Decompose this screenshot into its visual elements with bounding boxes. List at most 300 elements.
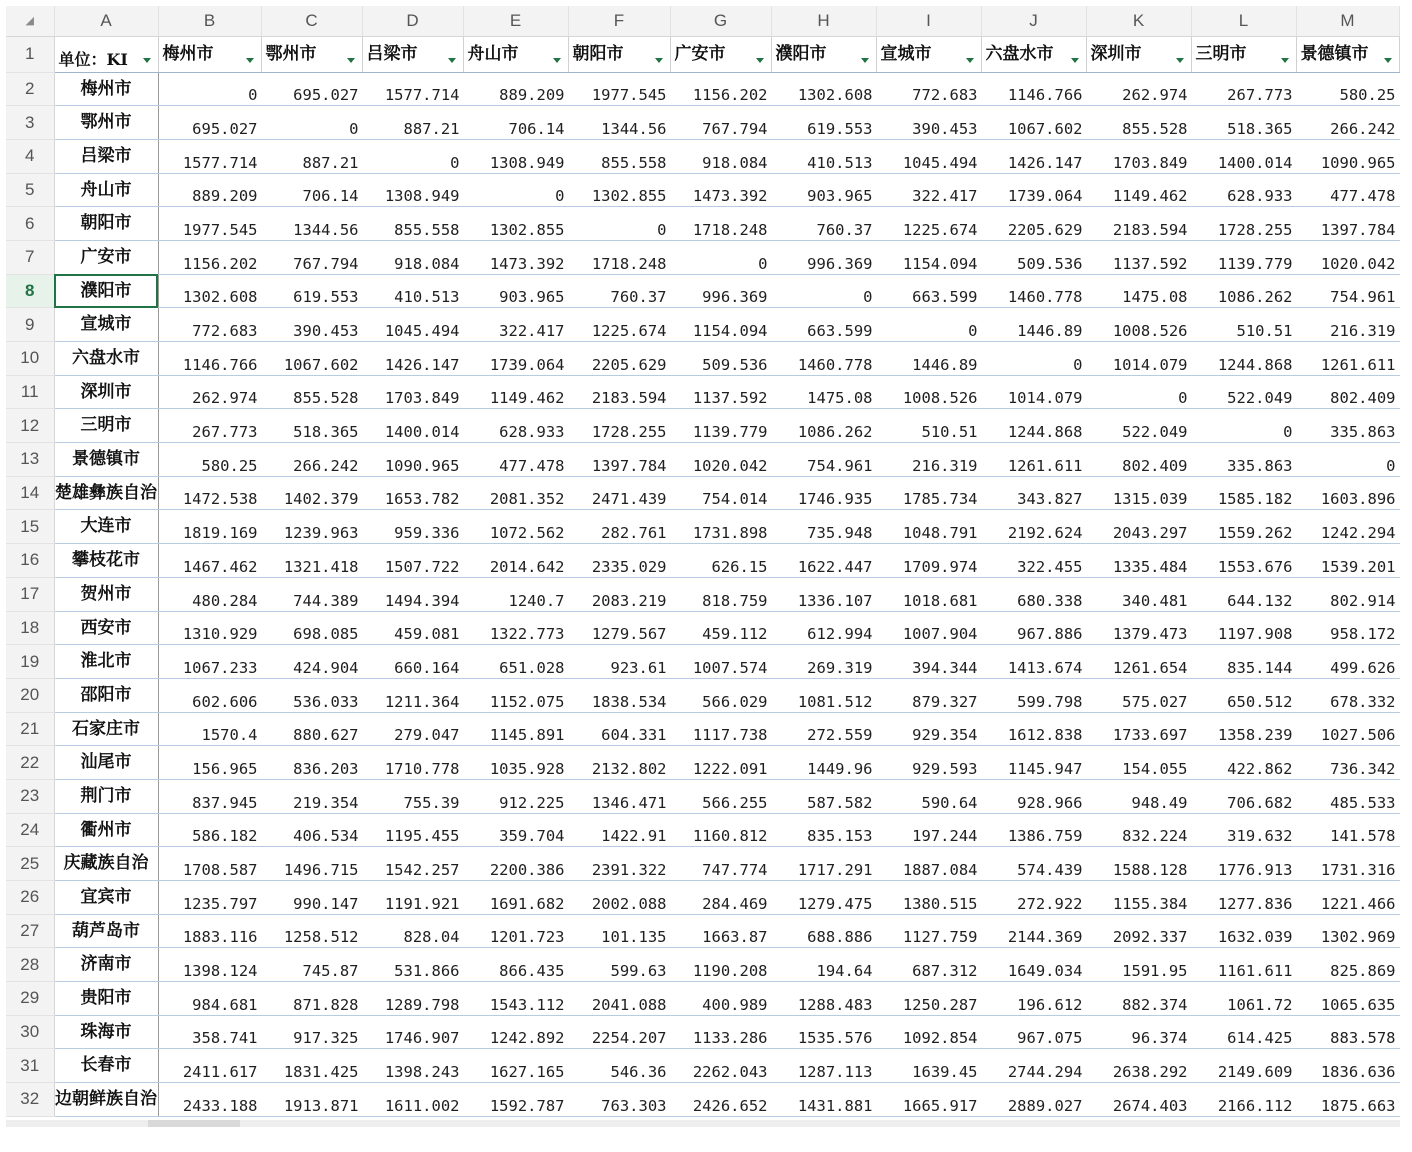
row-city-label-cell[interactable]: 景德镇市 [54, 443, 158, 477]
distance-cell[interactable]: 687.312 [876, 948, 981, 982]
distance-cell[interactable]: 903.965 [771, 173, 876, 207]
distance-cell[interactable]: 1733.697 [1086, 712, 1191, 746]
distance-cell[interactable]: 967.886 [981, 611, 1086, 645]
distance-cell[interactable]: 266.242 [1296, 106, 1399, 140]
city-header-cell[interactable] [261, 36, 362, 72]
distance-cell[interactable]: 2192.624 [981, 510, 1086, 544]
row-city-label-cell[interactable]: 庆藏族自治 [54, 847, 158, 881]
distance-cell[interactable]: 599.63 [568, 948, 670, 982]
distance-cell[interactable]: 580.25 [158, 443, 261, 477]
distance-cell[interactable]: 855.558 [362, 207, 463, 241]
distance-cell[interactable]: 509.536 [981, 240, 1086, 274]
row-city-label-cell[interactable]: 西安市 [54, 611, 158, 645]
distance-cell[interactable]: 1154.094 [670, 308, 771, 342]
distance-cell[interactable]: 1426.147 [981, 139, 1086, 173]
column-header-a[interactable]: A [54, 6, 158, 36]
city-header-cell[interactable] [876, 36, 981, 72]
row-city-label-cell[interactable]: 朝阳市 [54, 207, 158, 241]
distance-cell[interactable]: 1460.778 [771, 342, 876, 376]
row-header[interactable]: 26 [6, 881, 54, 915]
distance-cell[interactable]: 272.559 [771, 712, 876, 746]
distance-cell[interactable]: 340.481 [1086, 577, 1191, 611]
distance-cell[interactable]: 2205.629 [568, 342, 670, 376]
distance-cell[interactable]: 322.455 [981, 544, 1086, 578]
distance-cell[interactable]: 0 [981, 342, 1086, 376]
distance-cell[interactable]: 990.147 [261, 881, 362, 915]
distance-cell[interactable]: 1603.896 [1296, 476, 1399, 510]
distance-cell[interactable]: 755.39 [362, 779, 463, 813]
filter-dropdown-button[interactable] [857, 53, 873, 69]
distance-cell[interactable]: 2041.088 [568, 982, 670, 1016]
row-header[interactable]: 7 [6, 240, 54, 274]
distance-cell[interactable]: 518.365 [261, 409, 362, 443]
distance-cell[interactable]: 1067.233 [158, 645, 261, 679]
distance-cell[interactable]: 1400.014 [362, 409, 463, 443]
distance-cell[interactable]: 1222.091 [670, 746, 771, 780]
distance-cell[interactable]: 802.409 [1086, 443, 1191, 477]
distance-cell[interactable]: 879.327 [876, 678, 981, 712]
distance-cell[interactable]: 735.948 [771, 510, 876, 544]
distance-cell[interactable]: 612.994 [771, 611, 876, 645]
distance-cell[interactable]: 1708.587 [158, 847, 261, 881]
distance-cell[interactable]: 0 [771, 274, 876, 308]
row-header[interactable]: 23 [6, 779, 54, 813]
distance-cell[interactable]: 825.869 [1296, 948, 1399, 982]
distance-cell[interactable]: 1242.892 [463, 1015, 568, 1049]
distance-cell[interactable]: 1592.787 [463, 1083, 568, 1117]
row-city-label-cell[interactable]: 攀枝花市 [54, 544, 158, 578]
distance-cell[interactable]: 546.36 [568, 1049, 670, 1083]
distance-cell[interactable]: 1146.766 [981, 72, 1086, 106]
distance-cell[interactable]: 1133.286 [670, 1015, 771, 1049]
distance-cell[interactable]: 1086.262 [771, 409, 876, 443]
distance-cell[interactable]: 510.51 [876, 409, 981, 443]
distance-cell[interactable]: 459.081 [362, 611, 463, 645]
distance-cell[interactable]: 262.974 [1086, 72, 1191, 106]
distance-cell[interactable]: 1703.849 [362, 375, 463, 409]
distance-cell[interactable]: 1746.907 [362, 1015, 463, 1049]
distance-cell[interactable]: 1195.455 [362, 813, 463, 847]
distance-cell[interactable]: 1402.379 [261, 476, 362, 510]
distance-cell[interactable]: 626.15 [670, 544, 771, 578]
distance-cell[interactable]: 1161.611 [1191, 948, 1296, 982]
distance-cell[interactable]: 1240.7 [463, 577, 568, 611]
distance-cell[interactable]: 1261.654 [1086, 645, 1191, 679]
distance-cell[interactable]: 282.761 [568, 510, 670, 544]
distance-cell[interactable]: 1221.466 [1296, 881, 1399, 915]
distance-cell[interactable]: 1149.462 [1086, 173, 1191, 207]
distance-cell[interactable]: 390.453 [876, 106, 981, 140]
distance-cell[interactable]: 1139.779 [1191, 240, 1296, 274]
distance-cell[interactable]: 2092.337 [1086, 914, 1191, 948]
row-header[interactable]: 11 [6, 375, 54, 409]
distance-cell[interactable]: 1665.917 [876, 1083, 981, 1117]
distance-cell[interactable]: 0 [568, 207, 670, 241]
distance-cell[interactable]: 1875.663 [1296, 1083, 1399, 1117]
row-header[interactable]: 29 [6, 982, 54, 1016]
filter-dropdown-button[interactable] [962, 53, 978, 69]
distance-cell[interactable]: 2638.292 [1086, 1049, 1191, 1083]
row-city-label-cell[interactable]: 贵阳市 [54, 982, 158, 1016]
distance-cell[interactable]: 866.435 [463, 948, 568, 982]
city-header-cell[interactable] [362, 36, 463, 72]
distance-cell[interactable]: 912.225 [463, 779, 568, 813]
distance-cell[interactable]: 1191.921 [362, 881, 463, 915]
distance-cell[interactable]: 619.553 [261, 274, 362, 308]
distance-cell[interactable]: 1358.239 [1191, 712, 1296, 746]
distance-cell[interactable]: 1302.608 [771, 72, 876, 106]
distance-cell[interactable]: 480.284 [158, 577, 261, 611]
distance-cell[interactable]: 1061.72 [1191, 982, 1296, 1016]
distance-cell[interactable]: 1225.674 [568, 308, 670, 342]
row-city-label-cell[interactable]: 三明市 [54, 409, 158, 443]
distance-cell[interactable]: 889.209 [158, 173, 261, 207]
distance-cell[interactable]: 1346.471 [568, 779, 670, 813]
distance-cell[interactable]: 760.37 [568, 274, 670, 308]
distance-cell[interactable]: 216.319 [1296, 308, 1399, 342]
column-header-m[interactable]: M [1296, 6, 1399, 36]
row-header[interactable]: 18 [6, 611, 54, 645]
row-city-label-cell[interactable]: 深圳市 [54, 375, 158, 409]
distance-cell[interactable]: 1709.974 [876, 544, 981, 578]
distance-cell[interactable]: 2183.594 [568, 375, 670, 409]
distance-cell[interactable]: 1739.064 [981, 173, 1086, 207]
distance-cell[interactable]: 2014.642 [463, 544, 568, 578]
distance-cell[interactable]: 663.599 [876, 274, 981, 308]
distance-cell[interactable]: 1190.208 [670, 948, 771, 982]
distance-cell[interactable]: 2144.369 [981, 914, 1086, 948]
distance-cell[interactable]: 599.798 [981, 678, 1086, 712]
distance-cell[interactable]: 2002.088 [568, 881, 670, 915]
distance-cell[interactable]: 1156.202 [670, 72, 771, 106]
distance-cell[interactable]: 1289.798 [362, 982, 463, 1016]
row-header[interactable]: 31 [6, 1049, 54, 1083]
distance-cell[interactable]: 194.64 [771, 948, 876, 982]
distance-cell[interactable]: 882.374 [1086, 982, 1191, 1016]
row-city-label-cell[interactable]: 石家庄市 [54, 712, 158, 746]
distance-cell[interactable]: 1008.526 [1086, 308, 1191, 342]
distance-cell[interactable]: 394.344 [876, 645, 981, 679]
distance-cell[interactable]: 566.029 [670, 678, 771, 712]
distance-cell[interactable]: 1014.079 [981, 375, 1086, 409]
distance-cell[interactable]: 1145.891 [463, 712, 568, 746]
distance-cell[interactable]: 1475.08 [771, 375, 876, 409]
distance-cell[interactable]: 410.513 [771, 139, 876, 173]
distance-cell[interactable]: 1090.965 [1296, 139, 1399, 173]
distance-cell[interactable]: 1710.778 [362, 746, 463, 780]
distance-cell[interactable]: 1322.773 [463, 611, 568, 645]
distance-cell[interactable]: 802.409 [1296, 375, 1399, 409]
distance-cell[interactable]: 335.863 [1296, 409, 1399, 443]
distance-cell[interactable]: 1718.248 [670, 207, 771, 241]
distance-cell[interactable]: 835.144 [1191, 645, 1296, 679]
row-header[interactable]: 2 [6, 72, 54, 106]
distance-cell[interactable]: 1776.913 [1191, 847, 1296, 881]
distance-cell[interactable]: 1577.714 [158, 139, 261, 173]
distance-cell[interactable]: 1887.084 [876, 847, 981, 881]
distance-cell[interactable]: 1344.56 [568, 106, 670, 140]
row-city-label-cell[interactable]: 宜宾市 [54, 881, 158, 915]
distance-cell[interactable]: 1977.545 [158, 207, 261, 241]
row-city-label-cell[interactable]: 邵阳市 [54, 678, 158, 712]
distance-cell[interactable]: 1008.526 [876, 375, 981, 409]
distance-cell[interactable]: 1117.738 [670, 712, 771, 746]
distance-cell[interactable]: 590.64 [876, 779, 981, 813]
distance-cell[interactable]: 871.828 [261, 982, 362, 1016]
distance-cell[interactable]: 197.244 [876, 813, 981, 847]
distance-cell[interactable]: 1611.002 [362, 1083, 463, 1117]
row-city-label-cell[interactable]: 梅州市 [54, 72, 158, 106]
distance-cell[interactable]: 984.681 [158, 982, 261, 1016]
distance-cell[interactable]: 754.961 [1296, 274, 1399, 308]
row-header[interactable]: 24 [6, 813, 54, 847]
distance-cell[interactable]: 322.417 [463, 308, 568, 342]
row-city-label-cell[interactable]: 衢州市 [54, 813, 158, 847]
row-header[interactable]: 5 [6, 173, 54, 207]
distance-cell[interactable]: 1831.425 [261, 1049, 362, 1083]
distance-cell[interactable]: 1048.791 [876, 510, 981, 544]
distance-cell[interactable]: 1065.635 [1296, 982, 1399, 1016]
filter-dropdown-button[interactable] [444, 53, 460, 69]
distance-cell[interactable]: 536.033 [261, 678, 362, 712]
distance-cell[interactable]: 1475.08 [1086, 274, 1191, 308]
row-header[interactable]: 20 [6, 678, 54, 712]
distance-cell[interactable]: 0 [876, 308, 981, 342]
distance-cell[interactable]: 2083.219 [568, 577, 670, 611]
distance-cell[interactable]: 1197.908 [1191, 611, 1296, 645]
distance-cell[interactable]: 736.342 [1296, 746, 1399, 780]
distance-cell[interactable]: 101.135 [568, 914, 670, 948]
distance-cell[interactable]: 680.338 [981, 577, 1086, 611]
distance-cell[interactable]: 1261.611 [981, 443, 1086, 477]
distance-cell[interactable]: 1838.534 [568, 678, 670, 712]
distance-cell[interactable]: 0 [158, 72, 261, 106]
row-city-label-cell[interactable]: 贺州市 [54, 577, 158, 611]
distance-cell[interactable]: 219.354 [261, 779, 362, 813]
column-header-d[interactable]: D [362, 6, 463, 36]
unit-header-cell[interactable] [54, 36, 158, 72]
distance-cell[interactable]: 1244.868 [981, 409, 1086, 443]
distance-cell[interactable]: 566.255 [670, 779, 771, 813]
distance-cell[interactable]: 1288.483 [771, 982, 876, 1016]
distance-cell[interactable]: 1559.262 [1191, 510, 1296, 544]
distance-cell[interactable]: 1315.039 [1086, 476, 1191, 510]
horizontal-scrollbar[interactable] [6, 1120, 1400, 1127]
distance-cell[interactable]: 2166.112 [1191, 1083, 1296, 1117]
distance-cell[interactable]: 574.439 [981, 847, 1086, 881]
distance-cell[interactable]: 1577.714 [362, 72, 463, 106]
distance-cell[interactable]: 0 [1296, 443, 1399, 477]
distance-cell[interactable]: 917.325 [261, 1015, 362, 1049]
city-header-cell[interactable] [771, 36, 876, 72]
distance-cell[interactable]: 887.21 [362, 106, 463, 140]
column-header-j[interactable]: J [981, 6, 1086, 36]
distance-cell[interactable]: 1139.779 [670, 409, 771, 443]
distance-cell[interactable]: 619.553 [771, 106, 876, 140]
distance-cell[interactable]: 1542.257 [362, 847, 463, 881]
distance-cell[interactable]: 1431.881 [771, 1083, 876, 1117]
row-header[interactable]: 16 [6, 544, 54, 578]
distance-cell[interactable]: 141.578 [1296, 813, 1399, 847]
distance-cell[interactable]: 855.528 [261, 375, 362, 409]
row-header[interactable]: 22 [6, 746, 54, 780]
distance-cell[interactable]: 948.49 [1086, 779, 1191, 813]
filter-dropdown-button[interactable] [1277, 53, 1293, 69]
row-city-label-cell[interactable]: 淮北市 [54, 645, 158, 679]
filter-dropdown-button[interactable] [139, 53, 155, 69]
distance-cell[interactable]: 1460.778 [981, 274, 1086, 308]
distance-cell[interactable]: 1728.255 [1191, 207, 1296, 241]
row-header[interactable]: 32 [6, 1083, 54, 1117]
row-city-label-cell[interactable]: 边朝鲜族自治 [54, 1083, 158, 1117]
row-header[interactable]: 17 [6, 577, 54, 611]
distance-cell[interactable]: 1279.567 [568, 611, 670, 645]
distance-cell[interactable]: 744.389 [261, 577, 362, 611]
distance-cell[interactable]: 96.374 [1086, 1015, 1191, 1049]
distance-cell[interactable]: 1639.45 [876, 1049, 981, 1083]
distance-cell[interactable]: 0 [362, 139, 463, 173]
row-city-label-cell[interactable]: 吕梁市 [54, 139, 158, 173]
row-header[interactable]: 8 [6, 274, 54, 308]
distance-cell[interactable]: 154.055 [1086, 746, 1191, 780]
distance-cell[interactable]: 580.25 [1296, 72, 1399, 106]
distance-cell[interactable]: 880.627 [261, 712, 362, 746]
distance-cell[interactable]: 918.084 [670, 139, 771, 173]
distance-cell[interactable]: 1836.636 [1296, 1049, 1399, 1083]
distance-cell[interactable]: 0 [1086, 375, 1191, 409]
distance-cell[interactable]: 996.369 [771, 240, 876, 274]
distance-cell[interactable]: 1473.392 [670, 173, 771, 207]
row-header[interactable]: 25 [6, 847, 54, 881]
distance-cell[interactable]: 1977.545 [568, 72, 670, 106]
row-header[interactable]: 4 [6, 139, 54, 173]
distance-cell[interactable]: 1913.871 [261, 1083, 362, 1117]
city-header-cell[interactable] [1191, 36, 1296, 72]
row-city-label-cell[interactable]: 汕尾市 [54, 746, 158, 780]
row-city-label-cell[interactable]: 六盘水市 [54, 342, 158, 376]
distance-cell[interactable]: 1090.965 [362, 443, 463, 477]
city-header-cell[interactable] [1296, 36, 1399, 72]
distance-cell[interactable]: 1211.364 [362, 678, 463, 712]
distance-cell[interactable]: 1413.674 [981, 645, 1086, 679]
distance-cell[interactable]: 1302.855 [463, 207, 568, 241]
distance-cell[interactable]: 663.599 [771, 308, 876, 342]
distance-cell[interactable]: 1225.674 [876, 207, 981, 241]
column-header-k[interactable]: K [1086, 6, 1191, 36]
row-city-label-cell[interactable]: 大连市 [54, 510, 158, 544]
distance-cell[interactable]: 1627.165 [463, 1049, 568, 1083]
distance-cell[interactable]: 510.51 [1191, 308, 1296, 342]
column-header-h[interactable]: H [771, 6, 876, 36]
distance-cell[interactable]: 1235.797 [158, 881, 261, 915]
distance-cell[interactable]: 216.319 [876, 443, 981, 477]
distance-cell[interactable]: 1446.89 [981, 308, 1086, 342]
distance-cell[interactable]: 422.862 [1191, 746, 1296, 780]
distance-cell[interactable]: 1386.759 [981, 813, 1086, 847]
distance-cell[interactable]: 1137.592 [670, 375, 771, 409]
distance-cell[interactable]: 2674.403 [1086, 1083, 1191, 1117]
distance-cell[interactable]: 2744.294 [981, 1049, 1086, 1083]
distance-cell[interactable]: 660.164 [362, 645, 463, 679]
distance-cell[interactable]: 1379.473 [1086, 611, 1191, 645]
distance-cell[interactable]: 343.827 [981, 476, 1086, 510]
distance-cell[interactable]: 522.049 [1086, 409, 1191, 443]
distance-cell[interactable]: 2391.322 [568, 847, 670, 881]
row-city-label-cell[interactable]: 荆门市 [54, 779, 158, 813]
distance-cell[interactable]: 855.558 [568, 139, 670, 173]
distance-cell[interactable]: 767.794 [670, 106, 771, 140]
distance-cell[interactable]: 1731.898 [670, 510, 771, 544]
distance-cell[interactable]: 1336.107 [771, 577, 876, 611]
row-header[interactable]: 14 [6, 476, 54, 510]
city-header-cell[interactable] [463, 36, 568, 72]
distance-cell[interactable]: 1155.384 [1086, 881, 1191, 915]
distance-cell[interactable]: 1422.91 [568, 813, 670, 847]
distance-cell[interactable]: 1398.243 [362, 1049, 463, 1083]
distance-cell[interactable]: 745.87 [261, 948, 362, 982]
distance-cell[interactable]: 747.774 [670, 847, 771, 881]
distance-cell[interactable]: 1302.855 [568, 173, 670, 207]
distance-cell[interactable]: 1045.494 [362, 308, 463, 342]
distance-cell[interactable]: 644.132 [1191, 577, 1296, 611]
row-city-label-cell[interactable]: 濮阳市 [54, 274, 158, 308]
row-city-label-cell[interactable]: 鄂州市 [54, 106, 158, 140]
distance-cell[interactable]: 1588.128 [1086, 847, 1191, 881]
distance-cell[interactable]: 2200.386 [463, 847, 568, 881]
distance-cell[interactable]: 828.04 [362, 914, 463, 948]
distance-cell[interactable]: 2149.609 [1191, 1049, 1296, 1083]
distance-cell[interactable]: 1496.715 [261, 847, 362, 881]
distance-cell[interactable]: 923.61 [568, 645, 670, 679]
distance-cell[interactable]: 836.203 [261, 746, 362, 780]
distance-cell[interactable]: 1649.034 [981, 948, 1086, 982]
distance-cell[interactable]: 1018.681 [876, 577, 981, 611]
distance-cell[interactable]: 400.989 [670, 982, 771, 1016]
filter-dropdown-button[interactable] [1172, 53, 1188, 69]
distance-cell[interactable]: 1717.291 [771, 847, 876, 881]
distance-cell[interactable]: 1156.202 [158, 240, 261, 274]
distance-cell[interactable]: 477.478 [1296, 173, 1399, 207]
distance-cell[interactable]: 1149.462 [463, 375, 568, 409]
filter-dropdown-button[interactable] [549, 53, 565, 69]
row-city-label-cell[interactable]: 珠海市 [54, 1015, 158, 1049]
distance-cell[interactable]: 1622.447 [771, 544, 876, 578]
distance-cell[interactable]: 2043.297 [1086, 510, 1191, 544]
city-header-cell[interactable] [158, 36, 261, 72]
city-header-cell[interactable] [568, 36, 670, 72]
distance-cell[interactable]: 156.965 [158, 746, 261, 780]
distance-cell[interactable]: 1731.316 [1296, 847, 1399, 881]
distance-cell[interactable]: 1302.608 [158, 274, 261, 308]
distance-cell[interactable]: 1239.963 [261, 510, 362, 544]
row-header[interactable]: 9 [6, 308, 54, 342]
distance-cell[interactable]: 1380.515 [876, 881, 981, 915]
distance-cell[interactable]: 267.773 [1191, 72, 1296, 106]
distance-cell[interactable]: 1585.182 [1191, 476, 1296, 510]
distance-cell[interactable]: 284.469 [670, 881, 771, 915]
distance-cell[interactable]: 1279.475 [771, 881, 876, 915]
column-header-c[interactable]: C [261, 6, 362, 36]
distance-cell[interactable]: 959.336 [362, 510, 463, 544]
distance-cell[interactable]: 586.182 [158, 813, 261, 847]
distance-cell[interactable]: 1007.574 [670, 645, 771, 679]
filter-dropdown-button[interactable] [651, 53, 667, 69]
distance-cell[interactable]: 1127.759 [876, 914, 981, 948]
distance-cell[interactable]: 262.974 [158, 375, 261, 409]
distance-cell[interactable]: 267.773 [158, 409, 261, 443]
distance-cell[interactable]: 358.741 [158, 1015, 261, 1049]
distance-cell[interactable]: 706.682 [1191, 779, 1296, 813]
